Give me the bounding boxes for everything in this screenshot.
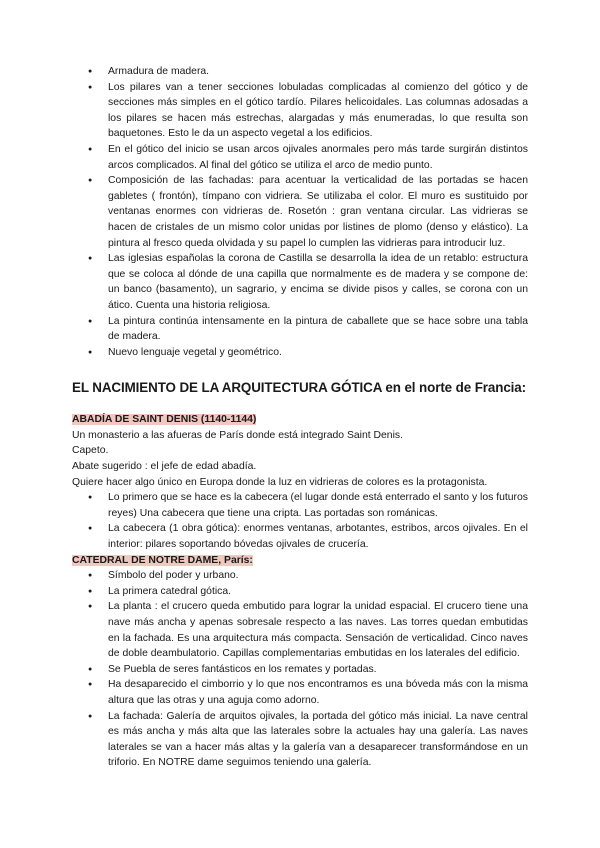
heading-main: EL NACIMIENTO DE LA ARQUITECTURA GÓTICA bbox=[72, 380, 382, 396]
list-item: ● Nuevo lenguaje vegetal y geométrico. bbox=[72, 345, 528, 361]
list-item: ● Las iglesias españolas la corona de Castilla se desarrolla la idea de un retablo: estructura que se coloca al dónde de una capilla que normalmente es de madera y se compone de: un banco (basamento), un sagrario, y encima se divide pisos y calles, se corona con un ático. Cuenta una historia religiosa. bbox=[72, 251, 528, 313]
text-line: Quiere hacer algo único en Europa donde la luz en vidrieras de colores es la protagonista. bbox=[72, 476, 488, 488]
saint-denis-title-text: ABADÍA DE SAINT DENIS (1140-1144) bbox=[72, 414, 257, 426]
heading-rest: en el norte de Francia: bbox=[381, 380, 526, 396]
list-item: ● Armadura de madera. bbox=[72, 64, 528, 80]
list-item: ● Los pilares van a tener secciones lobuladas complicadas al comienzo del gótico y de secciones más simples en el gótico tardío. Pilares helicoidales. Las columnas adosadas a los pilares se hacen más estrechas, alargadas y más enumeradas, lo que resulta son baquetones. Esto le da un aspecto vegetal a los edificios. bbox=[72, 80, 528, 142]
notre-dame-title-text: CATEDRAL DE NOTRE DAME, París: bbox=[72, 554, 253, 566]
list-item: ● Símbolo del poder y urbano. bbox=[72, 568, 528, 584]
list-item: ● La fachada: Galería de arquitos ojivales, la portada del gótico más inicial. La nave central es más ancha y más alta que las laterales sobre la actuales hay una galería. Las naves laterales se van a hacer más altas y la galería van a desaparecer transformándose en un triforio. En NOTRE dame seguimos teniendo una galería. bbox=[72, 709, 528, 771]
features-list bbox=[72, 64, 528, 360]
notre-dame-list bbox=[72, 568, 528, 771]
list-item: ● Ha desaparecido el cimborrio y lo que nos encontramos es una bóveda más con la misma altura que las otras y una aguja como adorno. bbox=[72, 677, 528, 708]
saint-denis-title bbox=[72, 412, 528, 428]
section-heading bbox=[72, 379, 528, 396]
list-item: ● Lo primero que se hace es la cabecera (el lugar donde está enterrado el santo y los futuros reyes) Una cabecera que tiene una cripta. Las portadas son románicas. bbox=[72, 490, 528, 521]
list-item: ● Composición de las fachadas: para acentuar la verticalidad de las portadas se hacen gabletes ( frontón), tímpano con vidriera. Se utilizaba el color. El muro es sustituido por ventanas enormes con vidrieras de. Rosetón : gran ventana circular. Las vidrieras se hacen de cristales de un mismo color unidas por listines de plomo (denso y elástico). La pintura al fresco queda olvidada y su papel lo cumplen las vidrieras para introducir luz. bbox=[72, 173, 528, 251]
list-item: ● La planta : el crucero queda embutido para lograr la unidad espacial. El crucero tiene una nave más ancha y apenas sobresale respecto a las naves. Las torres quedan embutidas en la fachada. Es una arquitectura más compacta. Sensación de verticalidad. Cinco naves de doble deambulatorio. Capillas complementarias embutidas en los laterales del edificio. bbox=[72, 599, 528, 661]
list-item: ● La pintura continúa intensamente en la pintura de caballete que se hace sobre una tabla de madera. bbox=[72, 314, 528, 345]
list-item: ● En el gótico del inicio se usan arcos ojivales anormales pero más tarde surgirán distintos arcos complicados. Al final del gótico se utiliza el arco de medio punto. bbox=[72, 142, 528, 173]
saint-denis-list bbox=[72, 490, 528, 552]
notre-dame-title bbox=[72, 553, 528, 569]
text-line: Capeto. bbox=[72, 445, 109, 457]
text-line: Un monasterio a las afueras de París donde está integrado Saint Denis. bbox=[72, 429, 403, 441]
text-line: Abate sugerido : el jefe de edad abadía. bbox=[72, 461, 257, 473]
list-item: ● La primera catedral gótica. bbox=[72, 584, 528, 600]
list-item: ● Se Puebla de seres fantásticos en los remates y portadas. bbox=[72, 662, 528, 678]
list-item: ● La cabecera (1 obra gótica): enormes ventanas, arbotantes, estribos, arcos ojivales. En el interior: pilares soportando bóvedas ojivales de crucería. bbox=[72, 521, 528, 552]
